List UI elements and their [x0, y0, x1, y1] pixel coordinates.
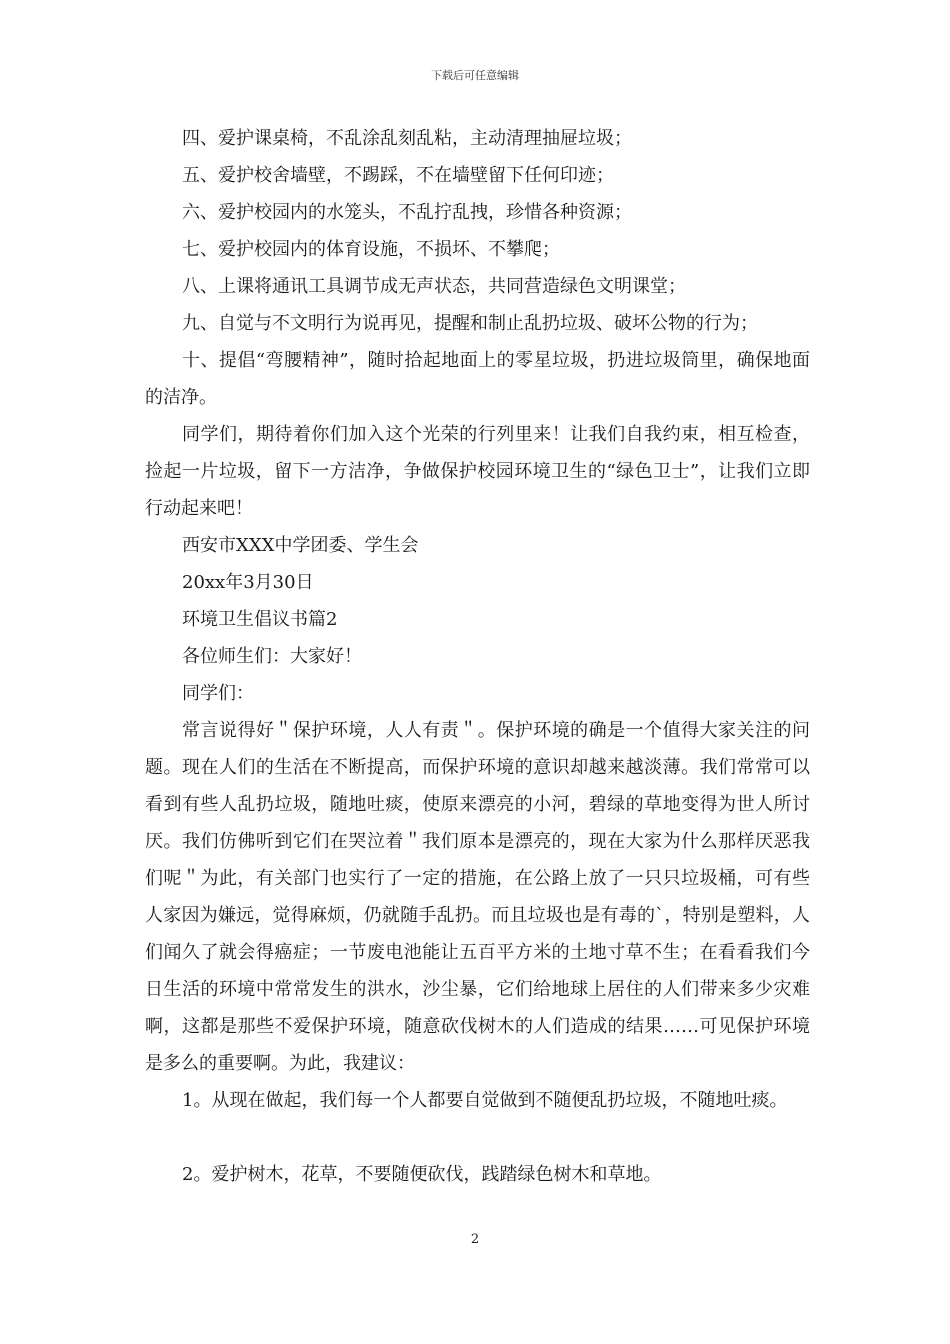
- salutation: 同学们：: [182, 683, 254, 704]
- page-number: 2: [470, 1232, 480, 1247]
- paragraph-item-5: 五、爱护校舍墙壁，不踢踩，不在墙壁留下任何印迹；: [182, 165, 614, 186]
- paragraph-item-6: 六、爱护校园内的水笼头，不乱拧乱拽，珍惜各种资源；: [182, 202, 632, 223]
- signature-organization: 西安市XXX中学团委、学生会: [182, 535, 419, 556]
- closing-appeal: 同学们，期待着你们加入这个光荣的行列里来！让我们自我约束，相互检查，捡起一片垃圾，留下一方洁净，争做保护校园环境卫生的“绿色卫士”，让我们立即行动起来吧！: [145, 424, 810, 519]
- page-header: 下载后可任意编辑: [431, 69, 519, 82]
- paragraph-item-8: 八、上课将通讯工具调节成无声状态，共同营造绿色文明课堂；: [182, 276, 686, 297]
- suggestion-item-2: 2。爱护树木，花草，不要随便砍伐，践踏绿色树木和草地。: [182, 1164, 662, 1185]
- paragraph-item-4: 四、爱护课桌椅，不乱涂乱刻乱粘，主动清理抽屉垃圾；: [182, 128, 632, 149]
- signature-date: 20xx年3月30日: [182, 572, 314, 593]
- paragraph-item-9: 九、自觉与不文明行为说再见，提醒和制止乱扔垃圾、破坏公物的行为；: [182, 313, 758, 334]
- paragraph-item-10: 十、提倡“弯腰精神”，随时拾起地面上的零星垃圾，扔进垃圾筒里，确保地面的洁净。: [145, 350, 810, 408]
- section-title: 环境卫生倡议书篇2: [182, 609, 338, 630]
- paragraph-item-7: 七、爱护校园内的体育设施，不损坏、不攀爬；: [182, 239, 560, 260]
- body-paragraph: 常言说得好＂保护环境，人人有责＂。保护环境的确是一个值得大家关注的问题。现在人们的生活在不断提高，而保护环境的意识却越来越淡薄。我们常常可以看到有些人乱扔垃圾，随地吐痰，使原来漂亮的小河，碧绿的草地变得为世人所讨厌。我们仿佛听到它们在哭泣着＂我们原本是漂亮的，现在大家为什么那样厌恶我们呢＂为此，有关部门也实行了一定的措施，在公路上放了一只只垃圾桶，可有些人家因为嫌远，觉得麻烦，仍就随手乱扔。而且垃圾也是有毒的`，特别是塑料，人们闻久了就会得癌症；一节废电池能让五百平方米的土地寸草不生；在看看我们今日生活的环境中常常发生的洪水，沙尘暴，它们给地球上居住的人们带来多少灾难啊，这都是那些不爱保护环境，随意砍伐树木的人们造成的结果……可见保护环境是多么的重要啊。为此，我建议：: [145, 720, 810, 1074]
- greeting: 各位师生们：大家好！: [182, 646, 362, 667]
- document-body: [145, 120, 810, 1193]
- suggestion-item-1: 1。从现在做起，我们每一个人都要自觉做到不随便乱扔垃圾，不随地吐痰。: [182, 1090, 788, 1111]
